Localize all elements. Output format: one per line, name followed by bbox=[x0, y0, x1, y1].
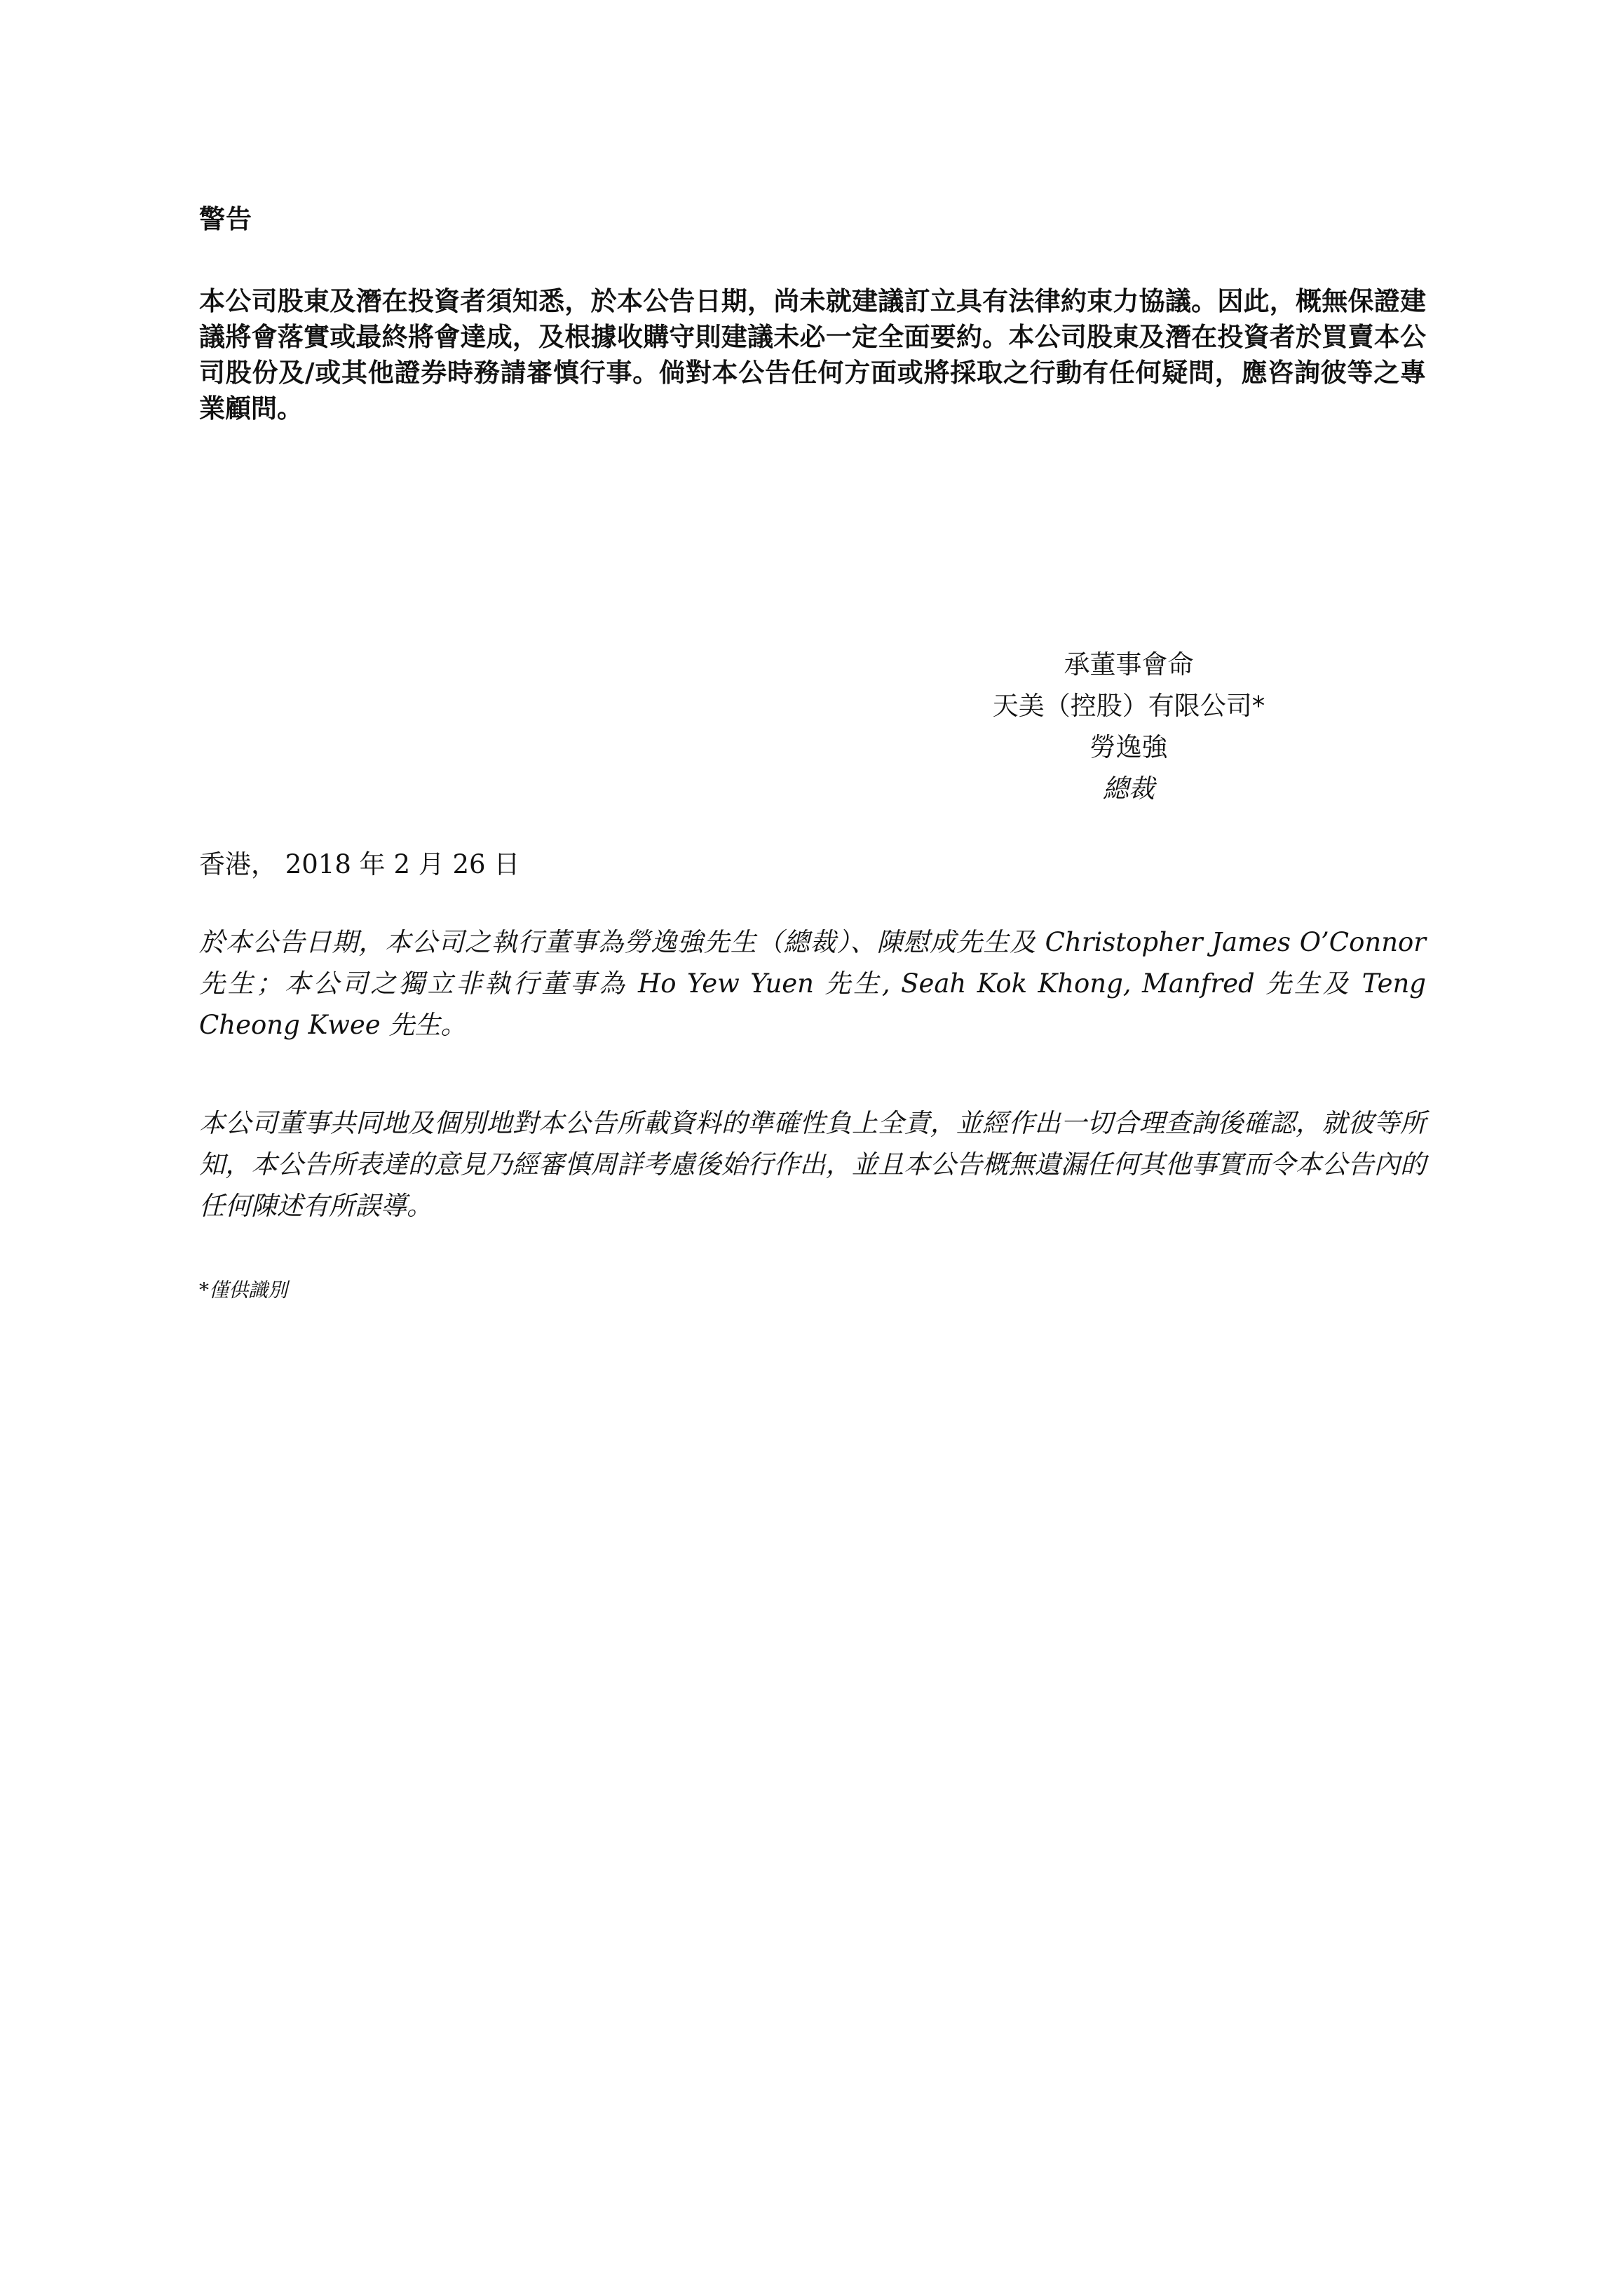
signatory-title: 總裁 bbox=[1103, 774, 1155, 804]
directors-statement: 於本公告日期，本公司之執行董事為勞逸強先生（總裁）、陳慰成先生及 Christopher James O’Connor 先生；本公司之獨立非執行董事為 Ho Yew Yuen 先生, Seah Kok Khong, Manfred 先生及 Teng Cheong Kwee 先生。 bbox=[199, 927, 1426, 1040]
responsibility-statement: 本公司董事共同地及個別地對本公告所載資料的準確性負上全責，並經作出一切合理查詢後確認，就彼等所知，本公告所表達的意見乃經審慎周詳考慮後始行作出，並且本公告概無遺漏任何其他事實而令本公告內的任何陳述有所誤導。 bbox=[199, 1108, 1426, 1221]
company-name: 天美（控股）有限公司* bbox=[992, 691, 1265, 721]
warning-heading: 警告 bbox=[199, 204, 252, 234]
warning-paragraph: 本公司股東及潛在投資者須知悉，於本公告日期，尚未就建議訂立具有法律約束力協議。因此，概無保證建議將會落實或最終將會達成，及根據收購守則建議未必一定全面要約。本公司股東及潛在投資者於買賣本公司股份及/或其他證券時務請審慎行事。倘對本公告任何方面或將採取之行動有任何疑問，應咨詢彼等之專業顧問。 bbox=[199, 286, 1426, 424]
dateline: 香港， 2018 年 2 月 26 日 bbox=[199, 849, 520, 879]
signatory-name: 勞逸強 bbox=[1089, 732, 1168, 762]
footnote: *僅供識別 bbox=[199, 1278, 288, 1302]
by-order-of-board: 承董事會命 bbox=[1064, 649, 1194, 680]
signature-block bbox=[897, 644, 1360, 809]
